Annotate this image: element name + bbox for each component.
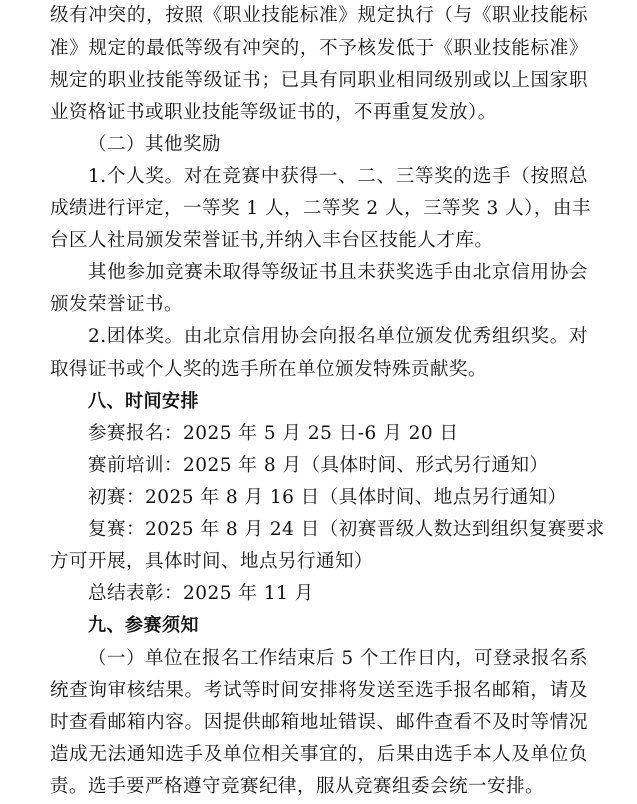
- paragraph-line: 统查询审核结果。考试等时间安排将发送至选手报名邮箱，请及: [50, 680, 588, 701]
- paragraph-line: （一）单位在报名工作结束后 5 个工作日内，可登录报名系: [88, 648, 589, 669]
- paragraph-line: 其他参加竞赛未取得等级证书且未获奖选手由北京信用协会: [88, 262, 588, 283]
- schedule-item: 总结表彰：2025 年 11 月: [88, 583, 314, 604]
- paragraph-line: 2.团体奖。由北京信用协会向报名单位颁发优秀组织奖。对: [88, 326, 588, 347]
- schedule-item: 复赛：2025 年 8 月 24 日（初赛晋级人数达到组织复赛要求: [88, 519, 605, 540]
- paragraph-line: 级有冲突的，按照《职业技能标准》规定执行（与《职业技能标: [50, 5, 588, 26]
- paragraph-line: 规定的职业技能等级证书；已具有同职业相同级别或以上国家职: [50, 70, 588, 91]
- section-heading: 九、参赛须知: [88, 615, 199, 636]
- paragraph-line: 取得证书或个人奖的选手所在单位颁发特殊贡献奖。: [50, 359, 488, 380]
- paragraph-line: 业资格证书或职业技能等级证书的，不再重复发放）。: [50, 102, 497, 123]
- section-heading: 八、时间安排: [88, 391, 199, 412]
- paragraph-line: 准》规定的最低等级有冲突的，不予核发低于《职业技能标准》: [50, 38, 588, 59]
- paragraph-line: 造成无法通知选手及单位相关事宜的，后果由选手本人及单位负: [50, 744, 588, 765]
- schedule-item: 赛前培训：2025 年 8 月（具体时间、形式另行通知）: [88, 455, 549, 476]
- schedule-item: 方可开展，具体时间、地点另行通知）: [50, 551, 374, 572]
- paragraph-line: 1.个人奖。对在竞赛中获得一、二、三等奖的选手（按照总: [88, 166, 588, 187]
- schedule-item: 参赛报名：2025 年 5 月 25 日-6 月 20 日: [88, 423, 459, 444]
- paragraph-line: 颁发荣誉证书。: [50, 294, 184, 315]
- paragraph-line: 台区人社局颁发荣誉证书,并纳入丰台区技能人才库。: [50, 230, 494, 251]
- paragraph-line: 时查看邮箱内容。因提供邮箱地址错误、邮件查看不及时等情况: [50, 712, 588, 733]
- paragraph-line: 成绩进行评定，一等奖 1 人，二等奖 2 人，三等奖 3 人），由丰: [50, 198, 591, 219]
- schedule-item: 初赛：2025 年 8 月 16 日（具体时间、地点另行通知）: [88, 487, 567, 508]
- paragraph-line: 责。选手要严格遵守竞赛纪律，服从竞赛组委会统一安排。: [50, 776, 545, 797]
- subsection-heading: （二）其他奖励: [88, 134, 222, 155]
